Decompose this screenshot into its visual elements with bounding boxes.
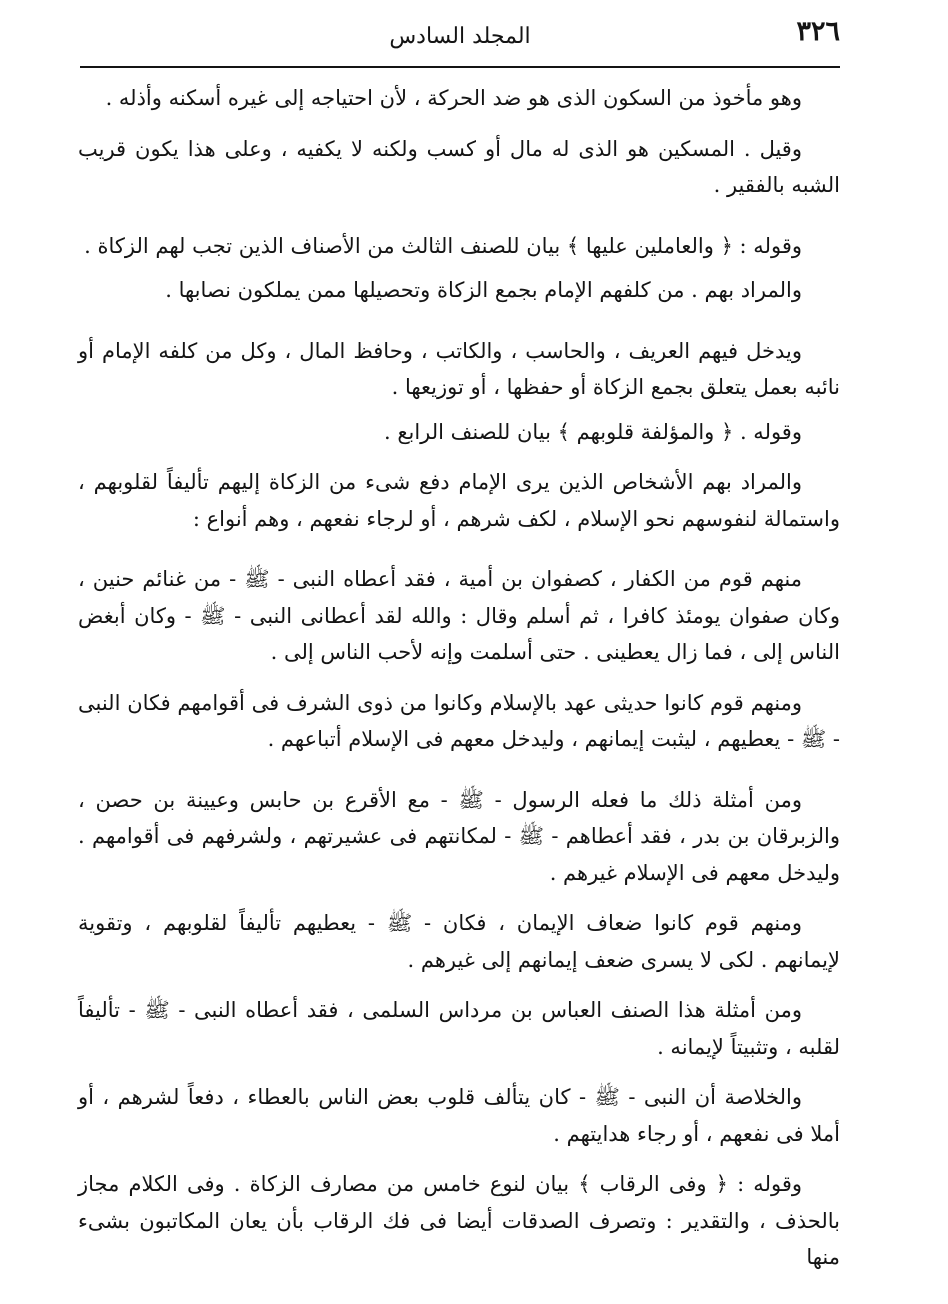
header-divider: [80, 66, 840, 68]
paragraph: والمراد بهم الأشخاص الذين يرى الإمام دفع شىء من الزكاة إليهم تأليفاً لقلوبهم ، واستمالة لنفوسهم نحو الإسلام ، لكف شرهم ، أو لرجاء نفعهم ، وهم أنواع :: [78, 470, 840, 531]
paragraph: ومنهم قوم كانوا حديثى عهد بالإسلام وكانوا من ذوى الشرف فى أقوامهم فكان النبى - ﷺ - يعطيهم ، ليثبت إيمانهم ، وليدخل معهم فى الإسلام أتباعهم .: [78, 690, 840, 751]
page-header: [80, 14, 840, 64]
body-text: [78, 80, 840, 1290]
paragraph: ومن أمثلة ذلك ما فعله الرسول - ﷺ - مع الأقرع بن حابس وعيينة بن حصن ، والزبرقان بن بدر ، فقد أعطاهم - ﷺ - لمكانتهم فى عشيرتهم ، ولشرفهم فى أقوامهم . وليدخل معهم فى الإسلام غيرهم .: [78, 787, 840, 885]
running-title: المجلد السادس: [389, 24, 531, 49]
paragraph: ومنهم قوم كانوا ضعاف الإيمان ، فكان - ﷺ - يعطيهم تأليفاً لقلوبهم ، وتقوية لإيمانهم . لكى لا يسرى ضعف إيمانهم إلى غيرهم .: [78, 911, 840, 972]
paragraph: وقيل . المسكين هو الذى له مال أو كسب ولكنه لا يكفيه ، وعلى هذا يكون قريب الشبه بالفقير .: [78, 136, 840, 197]
paragraph: والخلاصة أن النبى - ﷺ - كان يتألف قلوب بعض الناس بالعطاء ، دفعاً لشرهم ، أو أملا فى نفعهم ، أو رجاء هدايتهم .: [78, 1085, 840, 1146]
paragraph: والمراد بهم . من كلفهم الإمام بجمع الزكاة وتحصيلها ممن يملكون نصابها .: [165, 278, 802, 302]
page-number: ٣٢٦: [796, 16, 840, 47]
paragraph: وقوله : ﴿ وفى الرقاب ﴾ بيان لنوع خامس من مصارف الزكاة . وفى الكلام مجاز بالحذف ، والتقدير : وتصرف الصدقات أيضا فى فك الرقاب بأن يعان المكاتبون بشىء منها: [78, 1172, 840, 1269]
paragraph: وقوله . ﴿ والمؤلفة قلوبهم ﴾ بيان للصنف الرابع .: [383, 419, 802, 444]
paragraph: وهو مأخوذ من السكون الذى هو ضد الحركة ، لأن احتياجه إلى غيره أسكنه وأذله .: [105, 86, 802, 110]
paragraph: منهم قوم من الكفار ، كصفوان بن أمية ، فقد أعطاه النبى - ﷺ - من غنائم حنين ، وكان صفوان يومئذ كافرا ، ثم أسلم وقال : والله لقد أعطانى النبى - ﷺ - وكان أبغض الناس إلى ، فما زال يعطينى . حتى أسلمت وإنه لأحب الناس إلى .: [78, 567, 840, 664]
paragraph: ويدخل فيهم العريف ، والحاسب ، والكاتب ، وحافظ المال ، وكل من كلفه الإمام أو نائبه بعمل يتعلق بجمع الزكاة أو حفظها ، أو توزيعها .: [78, 338, 840, 399]
paragraph: وقوله : ﴿ والعاملين عليها ﴾ بيان للصنف الثالث من الأصناف الذين تجب لهم الزكاة .: [84, 233, 802, 258]
paragraph: ومن أمثلة هذا الصنف العباس بن مرداس السلمى ، فقد أعطاه النبى - ﷺ - تأليفاً لقلبه ، وتثبيتاً لإيمانه .: [78, 998, 840, 1059]
